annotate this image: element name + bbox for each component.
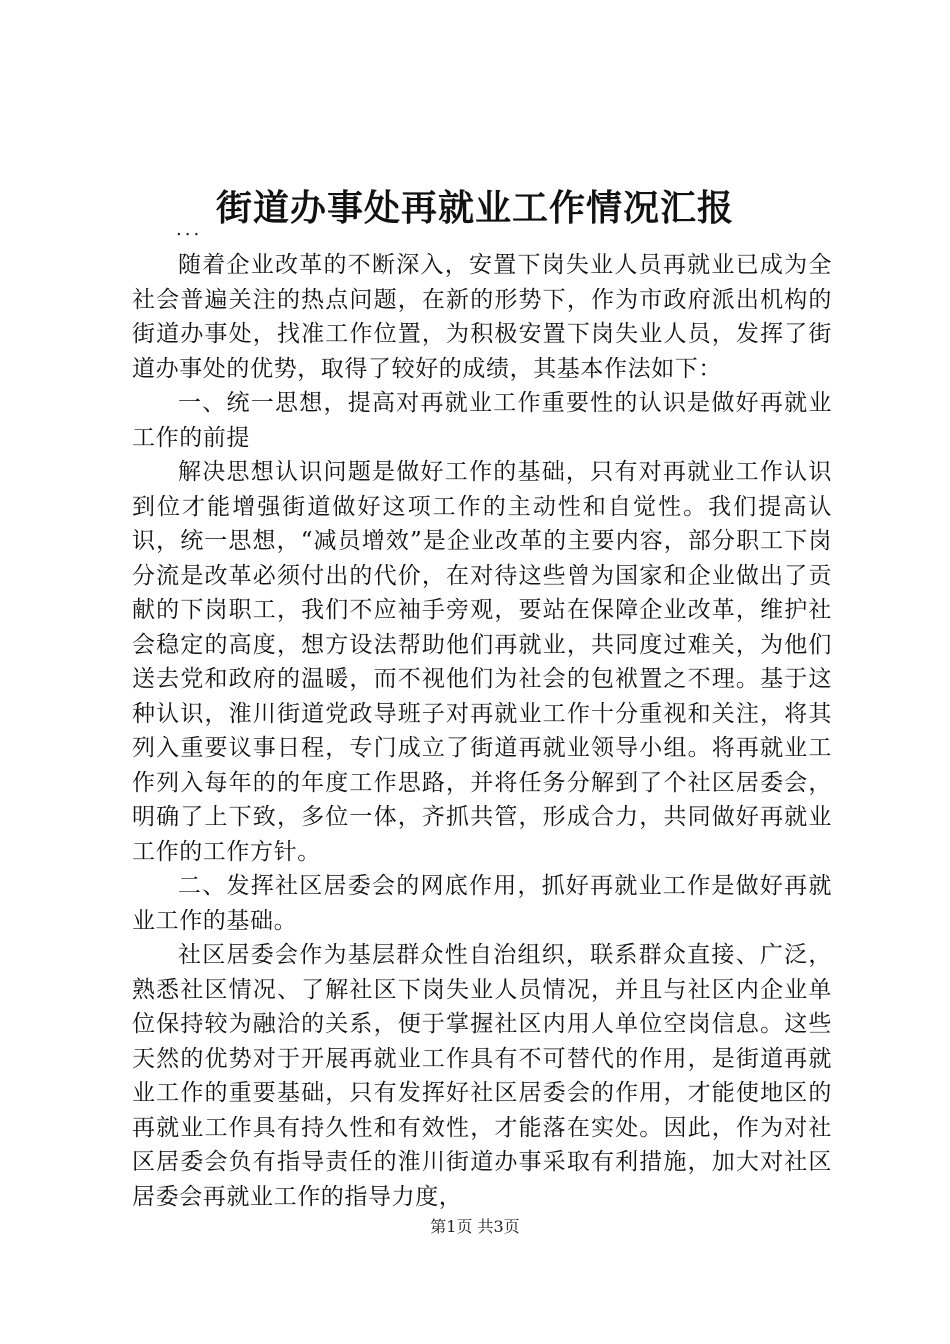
section-1-paragraph: 解决思想认识问题是做好工作的基础，只有对再就业工作认识到位才能增强街道做好这项工作的主动性和自觉性。我们提高认识，统一思想，“减员增效”是企业改革的主要内容，部分职工下岗分流是改革必须付出的代价，在对待这些曾为国家和企业做出了贡献的下岗职工，我们不应袖手旁观，要站在保障企业改革，维护社会稳定的高度，想方设法帮助他们再就业，共同度过难关，为他们送去党和政府的温暖，而不视他们为社会的包袱置之不理。基于这种认识，淮川街道党政导班子对再就业工作十分重视和关注，将其列入重要议事日程，专门成立了街道再就业领导小组。将再就业工作列入每年的的年度工作思路，并将任务分解到了个社区居委会，明确了上下致，多位一体，齐抓共管，形成合力，共同做好再就业工作的工作方针。 [132,459,832,865]
section-heading-2: 二、发挥社区居委会的网底作用，抓好再就业工作是做好再就业工作的基础。 [132,873,832,934]
document-body [132,248,832,1214]
section-heading-1: 一、统一思想，提高对再就业工作重要性的认识是做好再就业工作的前提 [132,390,832,451]
document-title: 街道办事处再就业工作情况汇报 [215,187,734,229]
section-2-paragraph: 社区居委会作为基层群众性自治组织，联系群众直接、广泛，熟悉社区情况、了解社区下岗失业人员情况，并且与社区内企业单位保持较为融洽的关系，便于掌握社区内用人单位空岗信息。这些天然的优势对于开展再就业工作具有不可替代的作用，是街道再就业工作的重要基础，只有发挥好社区居委会的作用，才能使地区的再就业工作具有持久性和有效性，才能落在实处。因此，作为对社区居委会负有指导责任的淮川街道办事采取有利措施，加大对社区居委会再就业工作的指导力度， [132,942,832,1210]
ellipsis-marker: ... [176,219,203,240]
page-footer: 第1页 共3页 [430,1217,520,1236]
intro-paragraph: 随着企业改革的不断深入，安置下岗失业人员再就业已成为全社会普遍关注的热点问题，在新的形势下，作为市政府派出机构的街道办事处，找准工作位置，为积极安置下岗失业人员，发挥了街道办事处的优势，取得了较好的成绩，其基本作法如下： [132,252,832,382]
